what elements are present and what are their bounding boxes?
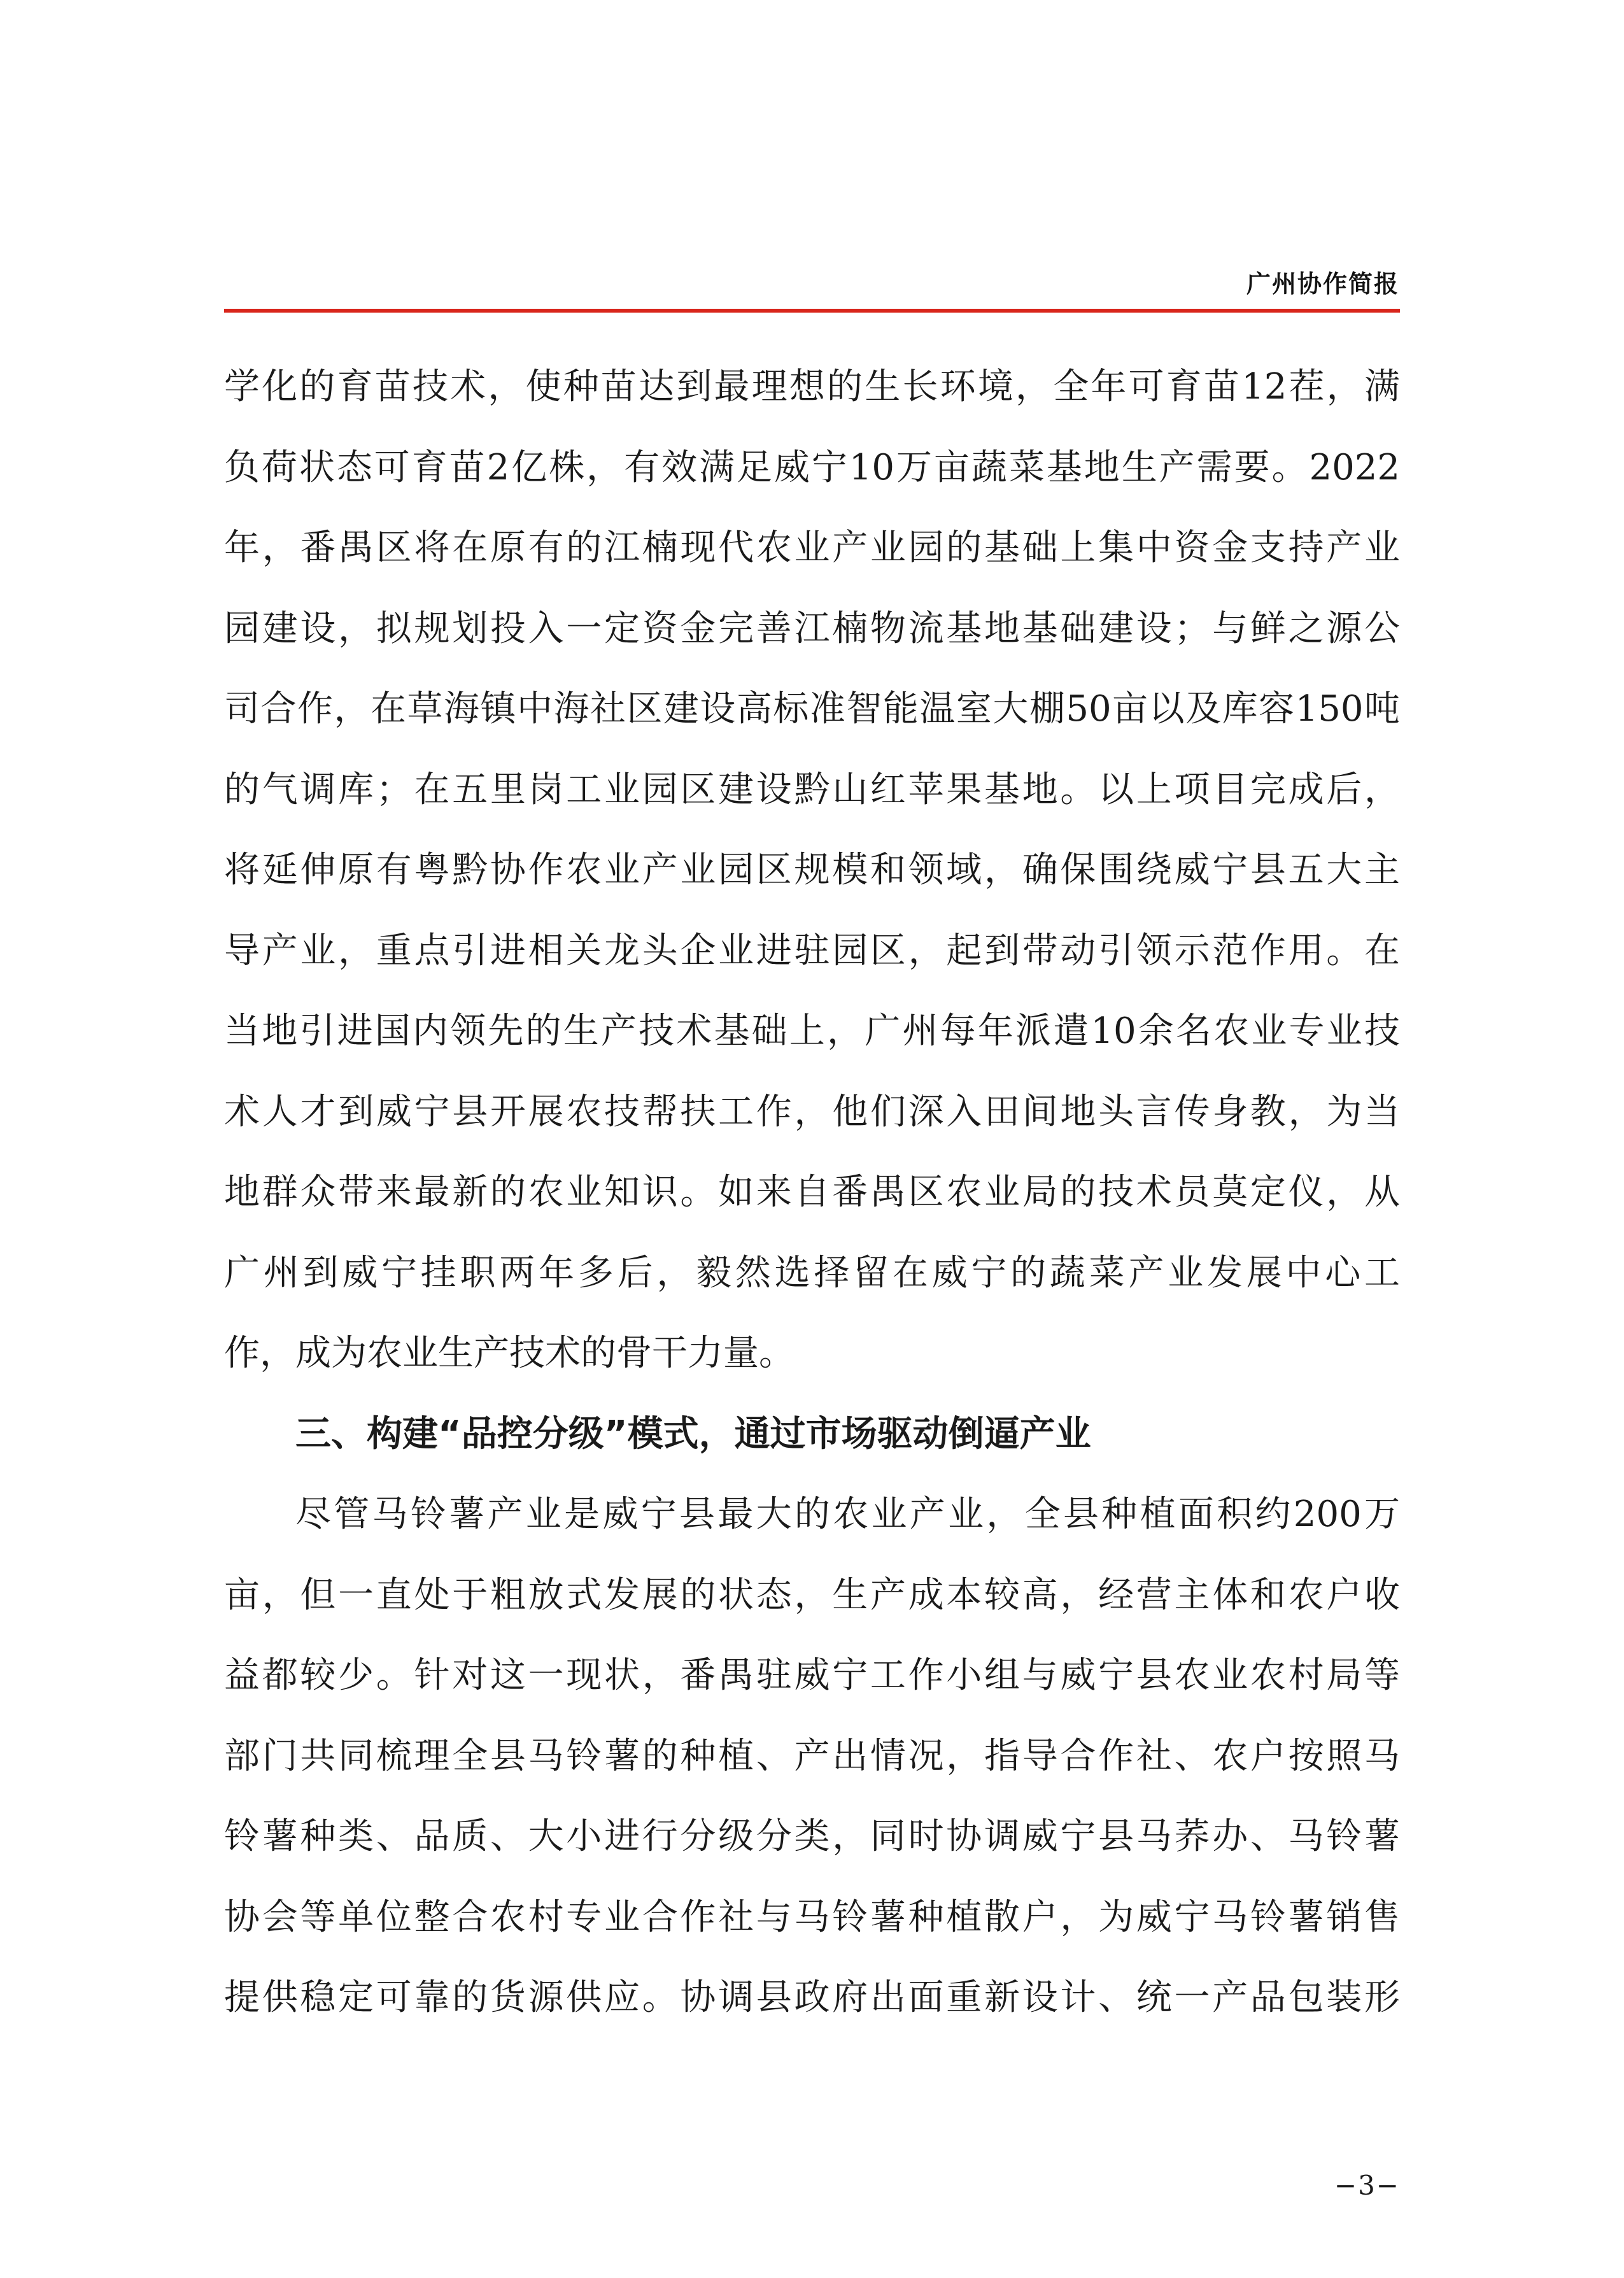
body-line: 广州到威宁挂职两年多后，毅然选择留在威宁的蔬菜产业发展中心工 (224, 1252, 1400, 1294)
body-line: 铃薯种类、品质、大小进行分级分类，同时协调威宁县马荞办、马铃薯 (224, 1816, 1400, 1857)
page-number: −3− (1334, 2170, 1400, 2201)
body-line: 术人才到威宁县开展农技帮扶工作，他们深入田间地头言传身教，为当 (224, 1091, 1400, 1133)
body-line: 提供稳定可靠的货源供应。协调县政府出面重新设计、统一产品包装形 (224, 1977, 1400, 2018)
body-line: 将延伸原有粤黔协作农业产业园区规模和领域，确保围绕威宁县五大主 (224, 849, 1400, 891)
body-line: 地群众带来最新的农业知识。如来自番禺区农业局的技术员莫定仪，从 (224, 1171, 1400, 1213)
body-line: 作，成为农业生产技术的骨干力量。 (224, 1333, 794, 1374)
body-line: 学化的育苗技术，使种苗达到最理想的生长环境，全年可育苗12茬，满 (224, 366, 1400, 407)
body-line: 负荷状态可育苗2亿株，有效满足威宁10万亩蔬菜基地生产需要。2022 (224, 446, 1400, 488)
body-line: 尽管马铃薯产业是威宁县最大的农业产业，全县种植面积约200万 (295, 1494, 1400, 1535)
document-body (224, 347, 1400, 2039)
header-divider (224, 309, 1400, 313)
body-line: 协会等单位整合农村专业合作社与马铃薯种植散户，为威宁马铃薯销售 (224, 1896, 1400, 1938)
body-line: 的气调库；在五里岗工业园区建设黔山红苹果基地。以上项目完成后， (224, 768, 1400, 810)
body-line: 当地引进国内领先的生产技术基础上，广州每年派遣10余名农业专业技 (224, 1010, 1400, 1052)
header-title: 广州协作简报 (1246, 269, 1399, 298)
body-line: 年，番禺区将在原有的江楠现代农业产业园的基础上集中资金支持产业 (224, 527, 1400, 569)
body-line: 导产业，重点引进相关龙头企业进驻园区，起到带动引领示范作用。在 (224, 930, 1400, 972)
section-heading: 三、构建“品控分级”模式，通过市场驱动倒逼产业 (295, 1413, 1091, 1455)
body-line: 亩，但一直处于粗放式发展的状态，生产成本较高，经营主体和农户收 (224, 1574, 1400, 1616)
body-line: 司合作，在草海镇中海社区建设高标准智能温室大棚50亩以及库容150吨 (224, 688, 1400, 730)
body-line: 益都较少。针对这一现状，番禺驻威宁工作小组与威宁县农业农村局等 (224, 1655, 1400, 1696)
body-line: 部门共同梳理全县马铃薯的种植、产出情况，指导合作社、农户按照马 (224, 1735, 1400, 1777)
body-line: 园建设，拟规划投入一定资金完善江楠物流基地基础建设；与鲜之源公 (224, 607, 1400, 649)
